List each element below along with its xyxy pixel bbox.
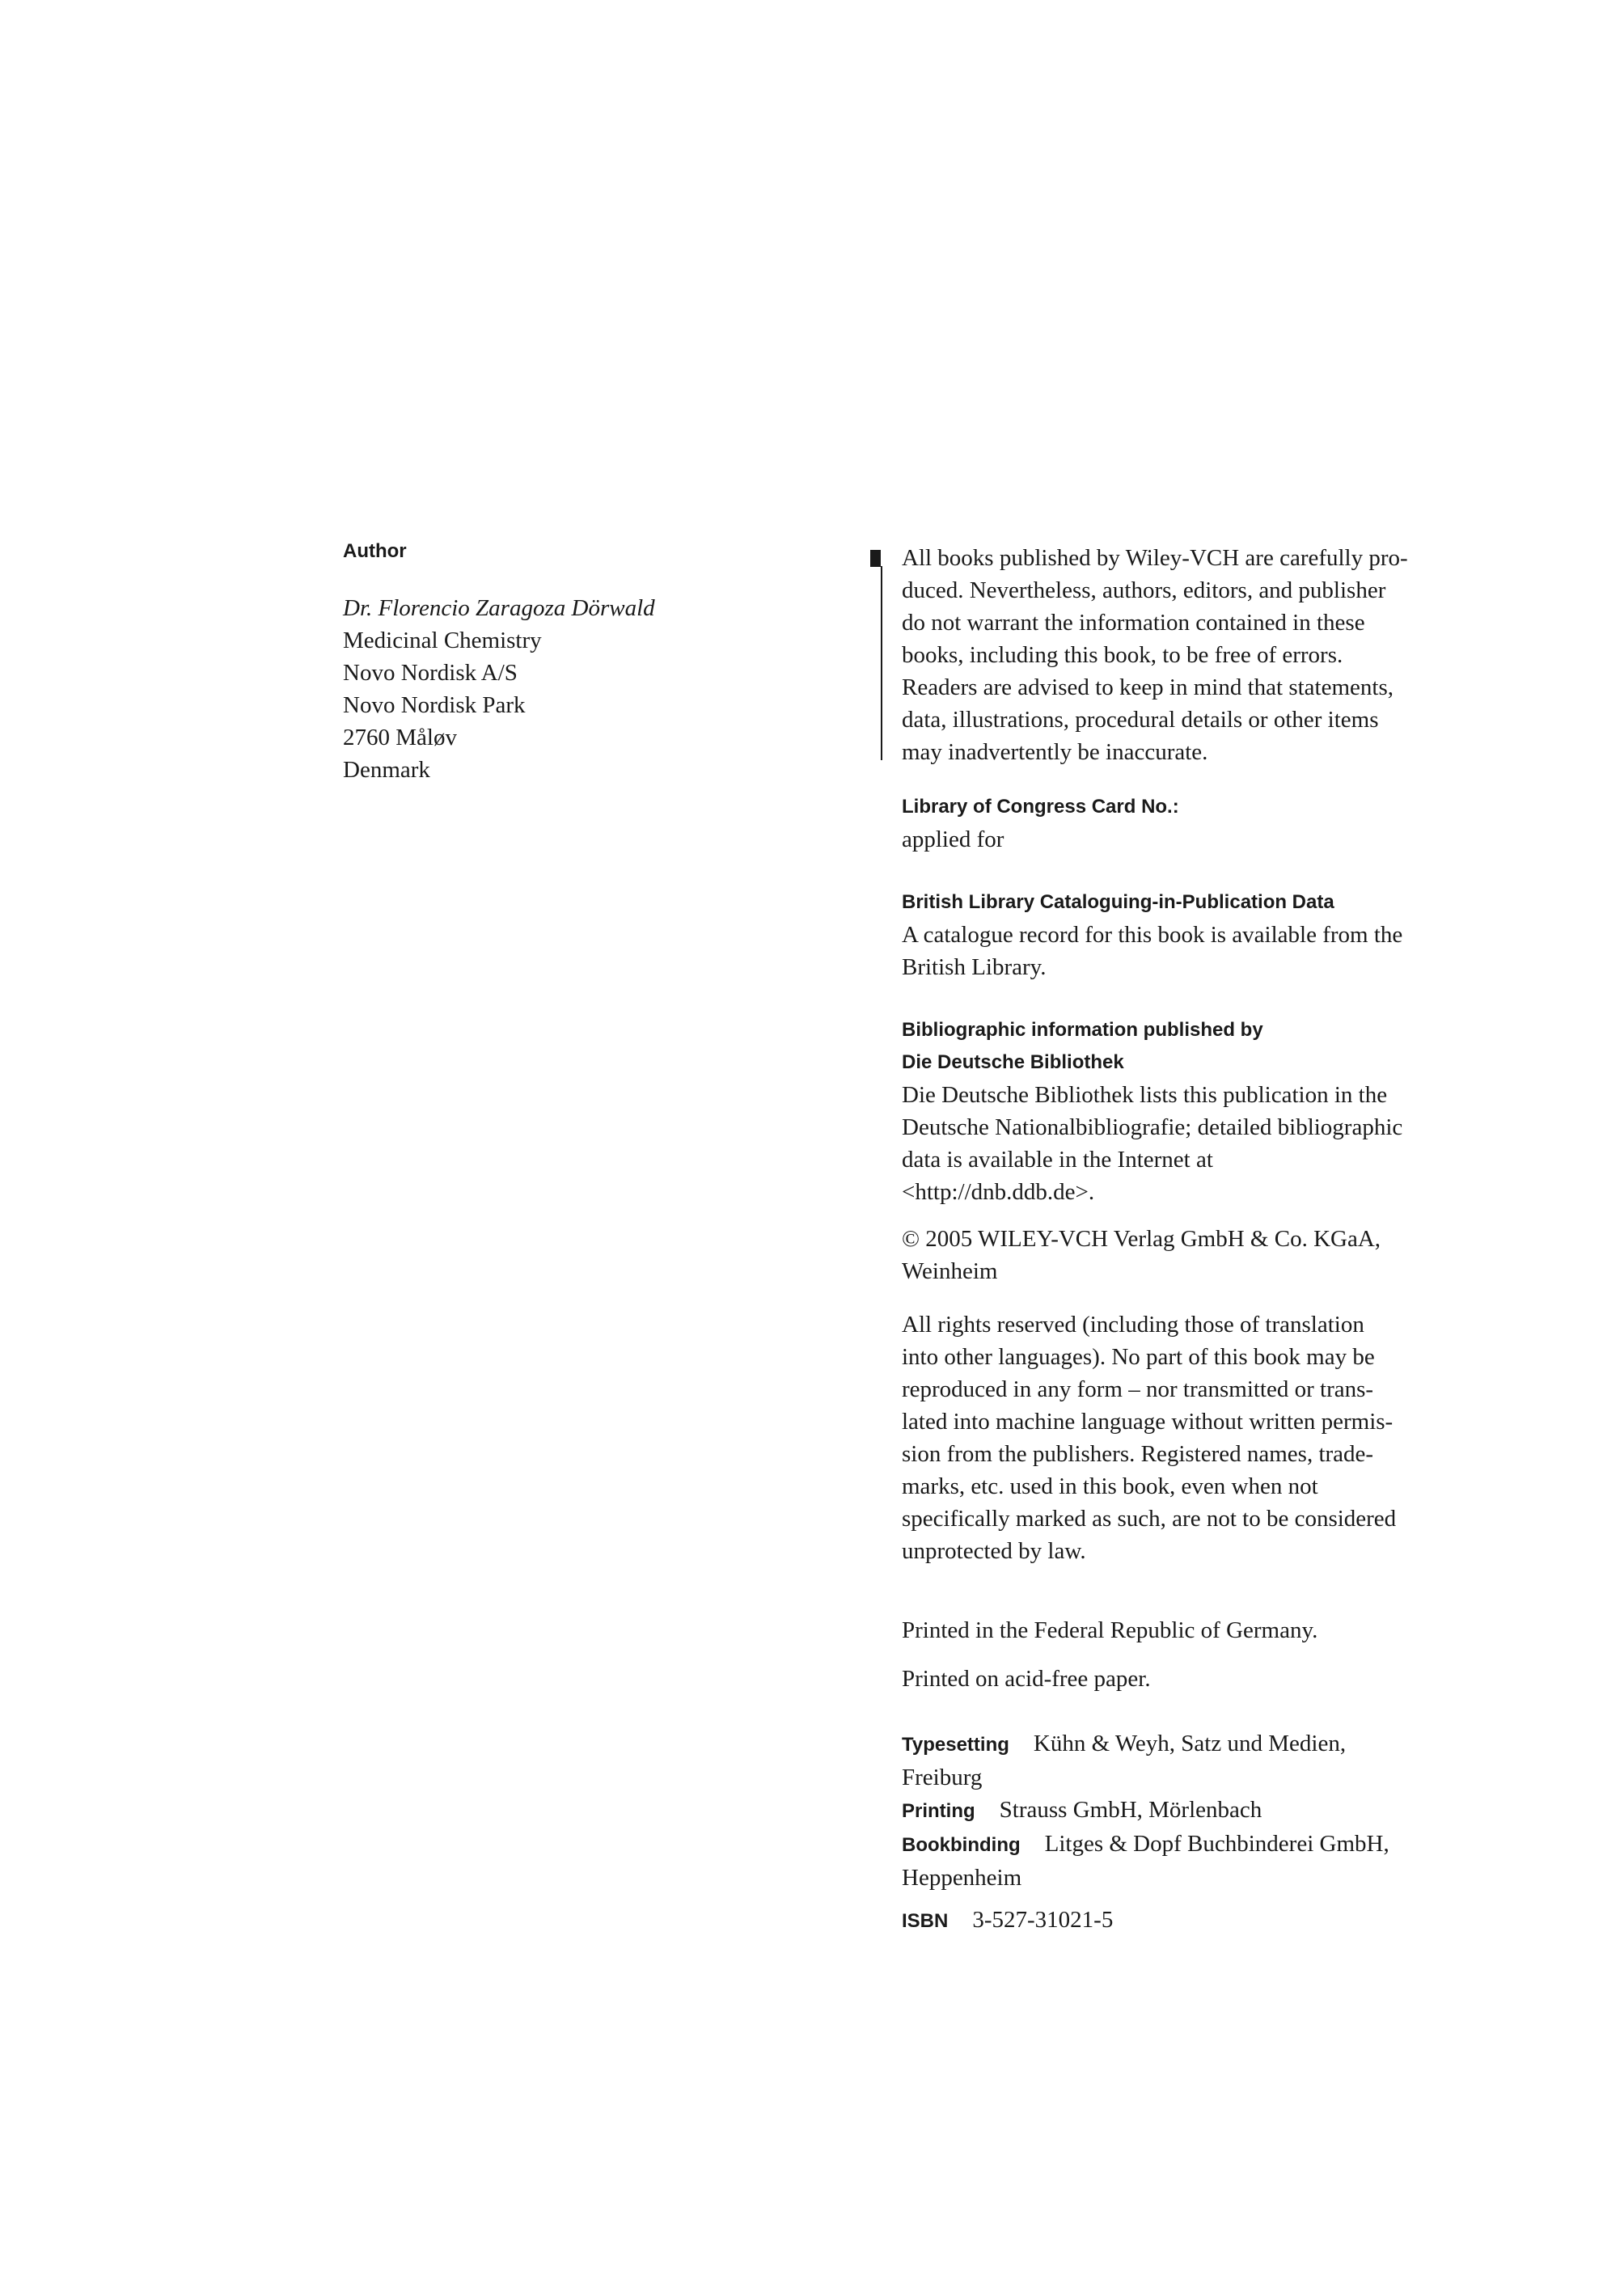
- rights-line: into other languages). No part of this book may be: [902, 1344, 1375, 1370]
- printed-in-text: Printed in the Federal Republic of Germany.: [902, 1617, 1318, 1643]
- rights-section: [902, 1308, 1613, 1567]
- printing-value: Strauss GmbH, Mörlenbach: [999, 1797, 1262, 1823]
- rights-line: reproduced in any form – nor transmitted or trans-: [902, 1376, 1374, 1402]
- paper-note: [902, 1663, 1613, 1695]
- rights-line: specifically marked as such, are not to be considered: [902, 1506, 1397, 1532]
- dnb-heading: Die Deutsche Bibliothek: [902, 1051, 1124, 1073]
- copyright-section: [902, 1223, 1613, 1287]
- rights-line: sion from the publishers. Registered names, trade-: [902, 1441, 1374, 1467]
- bookbinding-value-cont: Heppenheim: [902, 1865, 1022, 1891]
- bookbinding-credit: [902, 1828, 1613, 1862]
- disclaimer-line: Readers are advised to keep in mind that statements,: [902, 674, 1394, 700]
- dnb-heading: Bibliographic information published by: [902, 1019, 1263, 1041]
- rights-line: lated into machine language without written permis-: [902, 1409, 1394, 1435]
- loc-text: applied for: [902, 826, 1004, 852]
- disclaimer-line: may inadvertently be inaccurate.: [902, 739, 1208, 765]
- printing-label: Printing: [902, 1800, 975, 1822]
- disclaimer-line: do not warrant the information contained in these: [902, 610, 1365, 636]
- typesetting-credit: [902, 1727, 1613, 1761]
- bookbinding-value: Litges & Dopf Buchbinderei GmbH,: [1044, 1831, 1389, 1857]
- british-library-section: [902, 886, 1613, 983]
- author-block: [343, 535, 796, 786]
- author-postal: 2760 Måløv: [343, 725, 457, 750]
- paper-note-text: Printed on acid-free paper.: [902, 1666, 1151, 1692]
- disclaimer-line: duced. Nevertheless, authors, editors, and publisher: [902, 577, 1386, 603]
- british-library-line: British Library.: [902, 954, 1047, 980]
- rights-line: unprotected by law.: [902, 1538, 1086, 1564]
- rights-line: marks, etc. used in this book, even when not: [902, 1473, 1318, 1499]
- typesetting-value-cont: Freiburg: [902, 1765, 983, 1790]
- isbn-value: 3-527-31021-5: [972, 1907, 1114, 1933]
- author-heading: Author: [343, 540, 407, 562]
- isbn-line: [902, 1904, 1613, 1938]
- margin-marker: [870, 550, 881, 567]
- author-affiliation: Medicinal Chemistry: [343, 628, 542, 653]
- author-country: Denmark: [343, 757, 430, 783]
- dnb-line: <http://dnb.ddb.de>.: [902, 1179, 1095, 1205]
- copyright-line: © 2005 WILEY-VCH Verlag GmbH & Co. KGaA,: [902, 1226, 1381, 1252]
- isbn-label: ISBN: [902, 1910, 949, 1932]
- production-credits: [902, 1727, 1613, 1894]
- dnb-line: data is available in the Internet at: [902, 1147, 1213, 1173]
- disclaimer-line: data, illustrations, procedural details or other items: [902, 707, 1379, 733]
- author-company: Novo Nordisk A/S: [343, 660, 518, 686]
- dnb-section: [902, 1014, 1613, 1208]
- dnb-line: Deutsche Nationalbibliografie; detailed bibliographic: [902, 1114, 1403, 1140]
- disclaimer-line: books, including this book, to be free of errors.: [902, 642, 1343, 668]
- typesetting-label: Typesetting: [902, 1734, 1009, 1756]
- british-library-heading: British Library Cataloguing-in-Publication Data: [902, 891, 1334, 913]
- copyright-line: Weinheim: [902, 1258, 998, 1284]
- printed-in: [902, 1614, 1613, 1646]
- loc-heading: Library of Congress Card No.:: [902, 796, 1179, 818]
- british-library-line: A catalogue record for this book is available from the: [902, 922, 1403, 948]
- isbn: [902, 1904, 1613, 1938]
- author-site: Novo Nordisk Park: [343, 692, 526, 718]
- margin-rule: [881, 566, 882, 760]
- printing-credit: [902, 1794, 1613, 1828]
- author-name: Dr. Florencio Zaragoza Dörwald: [343, 595, 655, 621]
- disclaimer-paragraph: [902, 542, 1613, 768]
- rights-line: All rights reserved (including those of translation: [902, 1312, 1364, 1338]
- typesetting-value: Kühn & Weyh, Satz und Medien,: [1033, 1731, 1347, 1756]
- loc-section: [902, 791, 1613, 856]
- disclaimer-line: All books published by Wiley-VCH are carefully pro-: [902, 545, 1408, 571]
- dnb-line: Die Deutsche Bibliothek lists this publication in the: [902, 1082, 1388, 1108]
- bookbinding-label: Bookbinding: [902, 1834, 1021, 1856]
